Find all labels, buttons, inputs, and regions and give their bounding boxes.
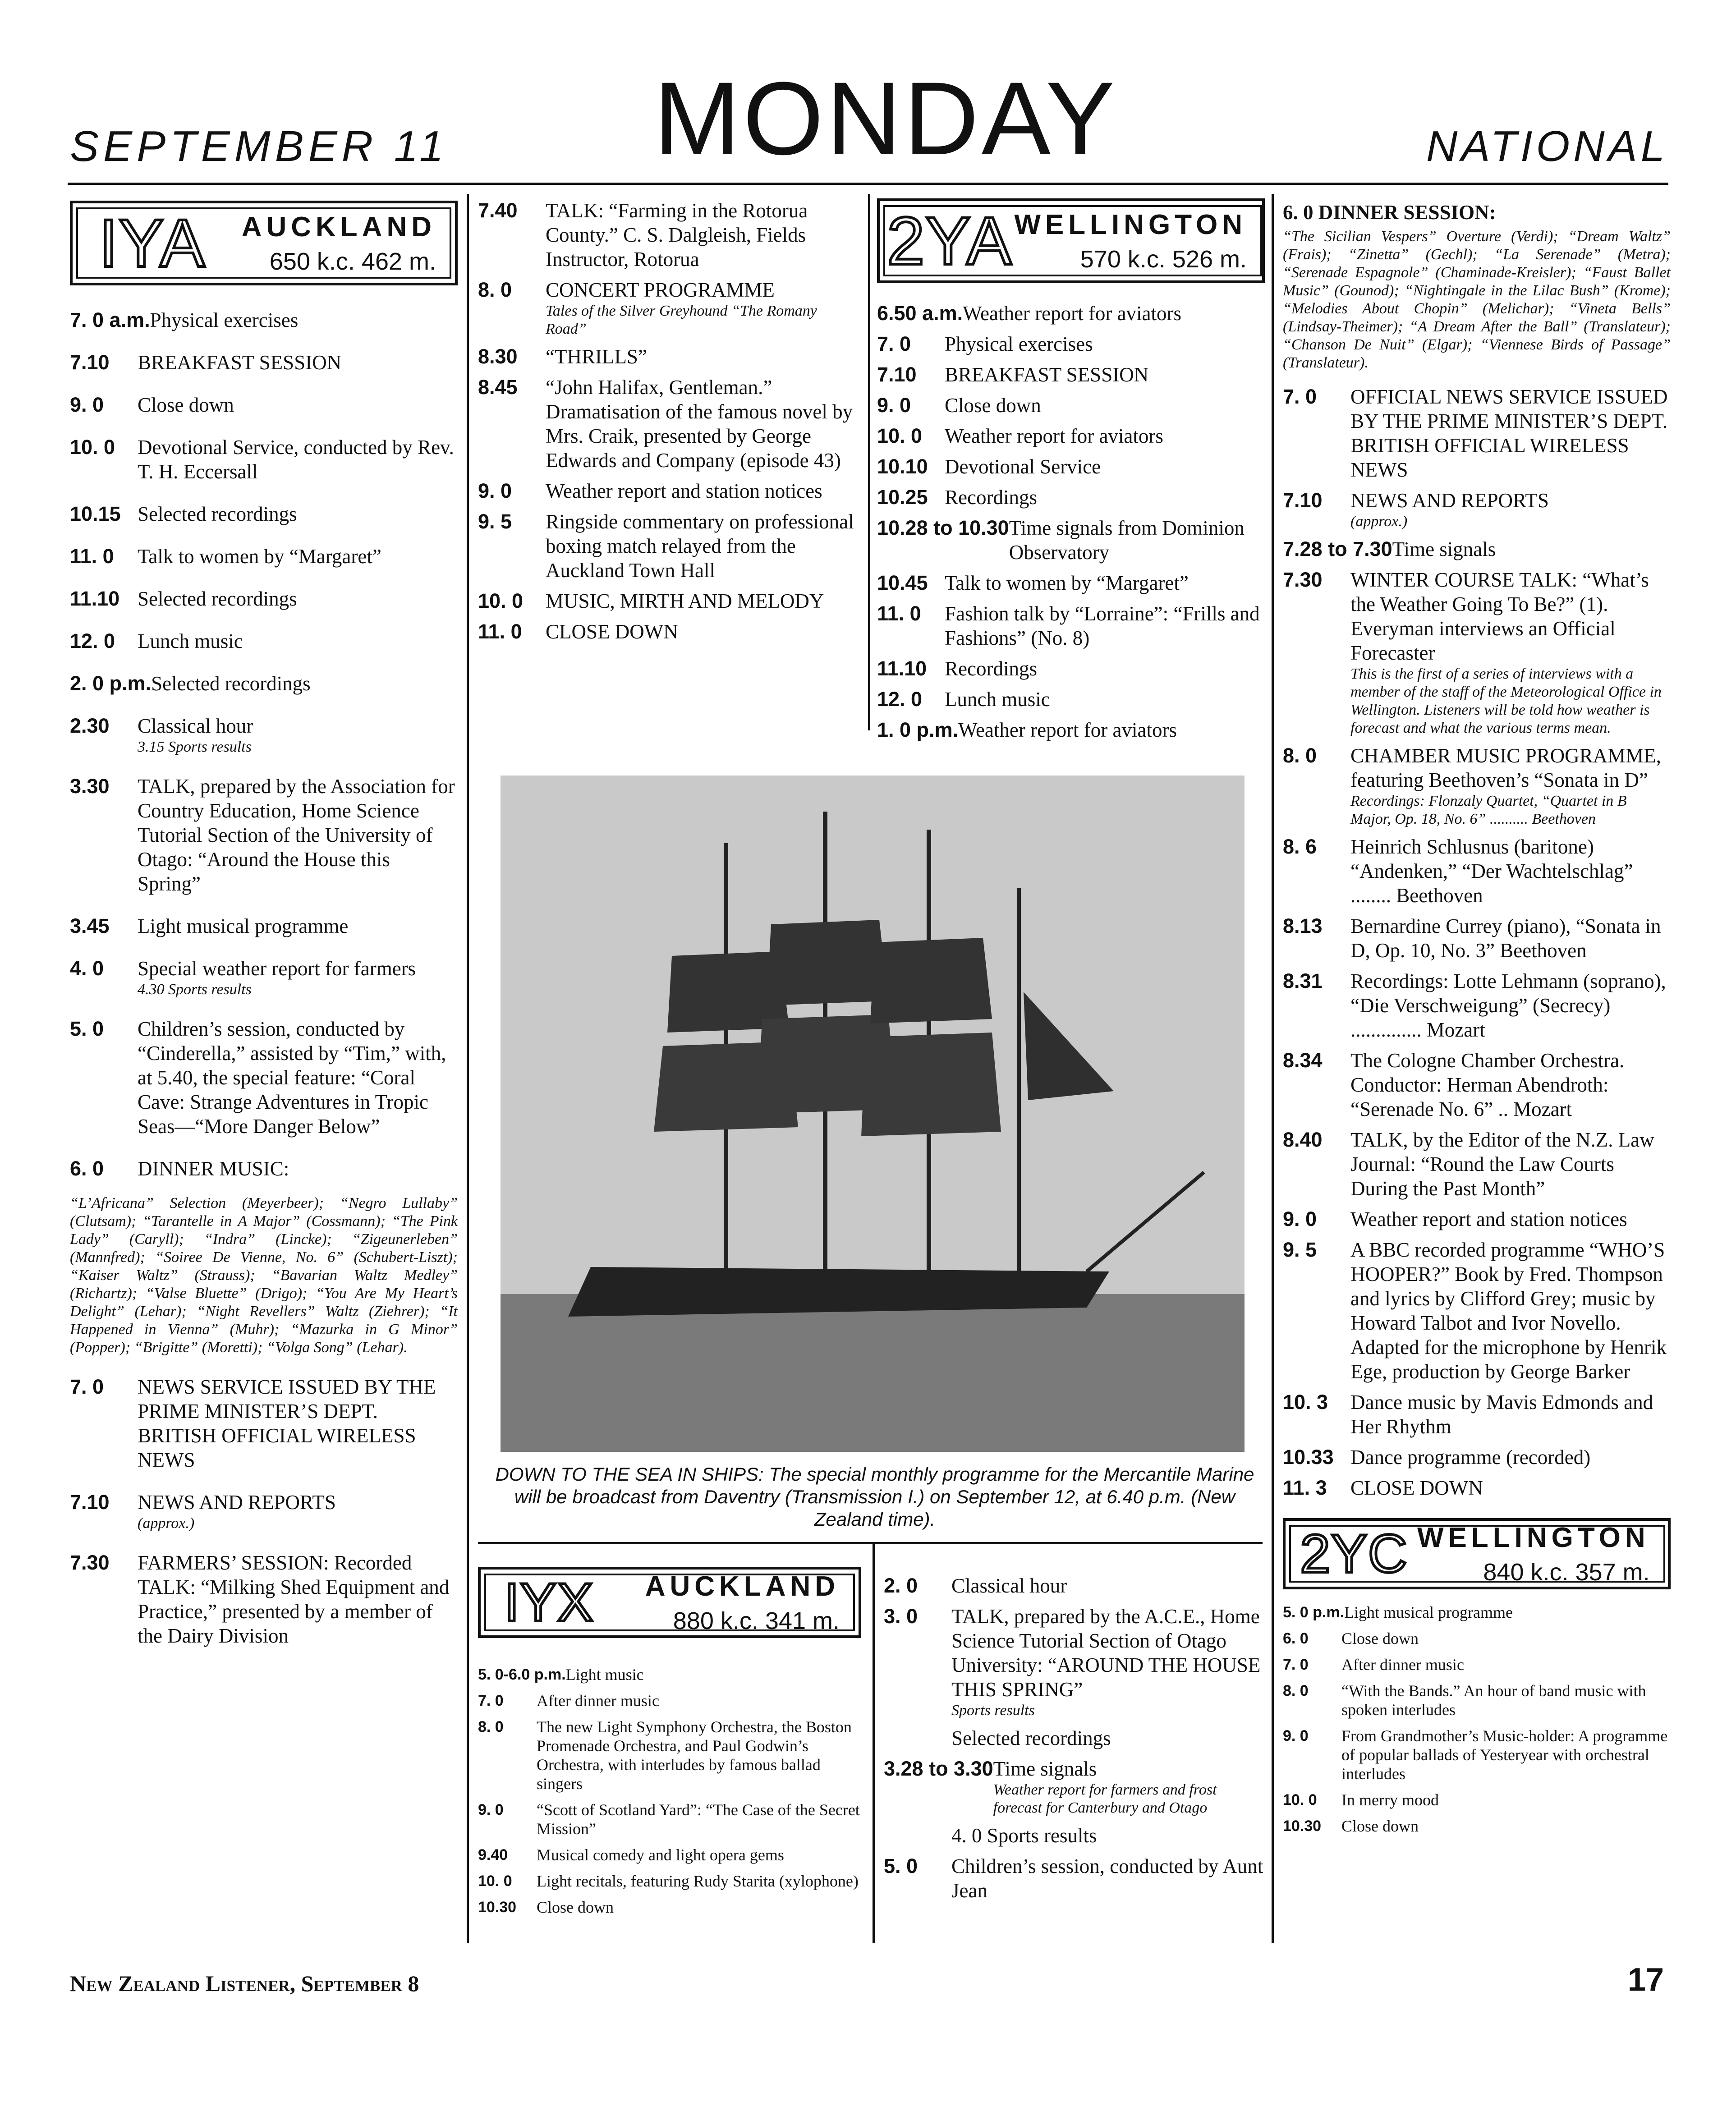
schedule-item bbox=[70, 774, 458, 896]
dinner-music-list: “L’Africana” Selection (Meyerbeer); “Negro Lullaby” (Clutsam); “Tarantelle in A Major” (Cossmann); “The Pink Lady” (Caryll); “Indra” (Lincke); “Zigeunerleben” (Mannfred); “Soiree De Vienne, No. 6” (Schubert-Liszt); “Kaiser Waltz” (Strauss); “Bavarian Waltz Medley” (Richartz); “Valse Bluette” (Drigo); “You Are My Heart’s Delight” (Lehar); “Night Revellers” Waltz (Ziehrer); “It Happened in Vienna” (Muhr); “Mazurka in G Minor” (Popper); “Brigitte” (Moretti); “Volga Song” (Lehar). bbox=[70, 1195, 458, 1356]
schedule-description: TALK: “Farming in the Rotorua County.” C. S. Dalgleish, Fields Instructor, Rotorua bbox=[546, 199, 808, 271]
schedule-time: 8.40 bbox=[1283, 1128, 1323, 1151]
schedule-description: Children’s session, conducted by Aunt Jean bbox=[951, 1855, 1263, 1902]
schedule-time: 8. 0 bbox=[1283, 1682, 1309, 1699]
schedule-description: Weather report for aviators bbox=[958, 719, 1177, 741]
schedule-time: 10.25 bbox=[877, 486, 928, 509]
schedule-time: 7.40 bbox=[478, 199, 518, 222]
schedule-item bbox=[1283, 1790, 1671, 1809]
schedule-item bbox=[1283, 1476, 1671, 1500]
schedule-time: 3.28 to 3.30 bbox=[884, 1757, 993, 1780]
schedule-item bbox=[877, 718, 1265, 742]
schedule-description: Devotional Service, conducted by Rev. T. H. Eccersall bbox=[138, 436, 454, 483]
schedule-description: A BBC recorded programme “WHO’S HOOPER?” Book by Fred. Thompson and lyrics by Clifford Grey; music by Howard Talbot and Ivor Novello. Adapted for the microphone by Henrik Ege, production by George Barker bbox=[1350, 1239, 1667, 1383]
station-box-2ya bbox=[877, 198, 1265, 283]
schedule-description: Fashion talk by “Lorraine”: “Frills and Fashions” (No. 8) bbox=[945, 602, 1260, 649]
schedule-time: 8.30 bbox=[478, 345, 518, 368]
schedule-note: Tales of the Silver Greyhound “The Romany Road” bbox=[546, 303, 817, 337]
station-callsign: IYX bbox=[504, 1572, 594, 1633]
schedule-description: Light music bbox=[565, 1666, 644, 1684]
schedule-time: 2. 0 bbox=[884, 1574, 918, 1597]
station-callsign: IYA bbox=[99, 205, 206, 281]
column-divider bbox=[1272, 194, 1274, 1943]
schedule-description: Classical hour bbox=[951, 1574, 1067, 1597]
schedule-description: Close down bbox=[537, 1898, 614, 1916]
schedule-time: 10.45 bbox=[877, 571, 928, 594]
schedule-item bbox=[70, 587, 458, 611]
schedule-item bbox=[1283, 1390, 1671, 1439]
schedule-item bbox=[70, 1551, 458, 1648]
station-name: WELLINGTON bbox=[1014, 209, 1247, 240]
schedule-description: Weather report for aviators bbox=[963, 302, 1182, 325]
schedule-time: 1. 0 p.m. bbox=[877, 718, 959, 741]
schedule-description: Weather report for aviators bbox=[945, 425, 1163, 447]
station-frequency: 880 k.c. 341 m. bbox=[673, 1607, 840, 1634]
schedule-description: OFFICIAL NEWS SERVICE ISSUED BY THE PRIME MINISTER’S DEPT. BRITISH OFFICIAL WIRELESS NEWS bbox=[1350, 386, 1668, 481]
schedule-time: 9.40 bbox=[478, 1846, 508, 1863]
schedule-time: 10.33 bbox=[1283, 1446, 1334, 1469]
column-divider bbox=[868, 194, 870, 730]
schedule-item bbox=[70, 1157, 458, 1181]
schedule-item bbox=[70, 1490, 458, 1533]
schedule-time: 7.10 bbox=[1283, 489, 1323, 512]
schedule-time: 7.10 bbox=[70, 351, 110, 374]
schedule-description: Dance programme (recorded) bbox=[1350, 1446, 1591, 1469]
schedule-item bbox=[1283, 385, 1671, 482]
schedule-description: Ringside commentary on professional boxing match relayed from the Auckland Town Hall bbox=[546, 510, 854, 582]
schedule-description: Time signals bbox=[1392, 538, 1496, 560]
schedule-description: NEWS SERVICE ISSUED BY THE PRIME MINISTER’S DEPT. BRITISH OFFICIAL WIRELESS NEWS bbox=[138, 1376, 436, 1471]
schedule-item bbox=[877, 363, 1265, 387]
schedule-item bbox=[1283, 1603, 1671, 1622]
schedule-item bbox=[877, 601, 1265, 650]
schedule-description: Dance music by Mavis Edmonds and Her Rhythm bbox=[1350, 1391, 1653, 1438]
schedule-item bbox=[478, 1665, 861, 1684]
schedule-note: Recordings: Flonzaly Quartet, “Quartet in B Major, Op. 18, No. 6” .......... Beethoven bbox=[1350, 793, 1627, 827]
schedule-time: 9. 0 bbox=[478, 1801, 504, 1818]
schedule-time: 6.50 a.m. bbox=[877, 302, 963, 325]
schedule-time: 6. 0 bbox=[1283, 1630, 1309, 1647]
network-label: NATIONAL bbox=[1426, 122, 1668, 170]
schedule-time: 11.10 bbox=[877, 657, 927, 680]
schedule-item bbox=[478, 1845, 861, 1864]
schedule-time: 10. 0 bbox=[877, 424, 923, 447]
column-divider bbox=[873, 1542, 875, 1943]
schedule-time: 7. 0 a.m. bbox=[70, 308, 150, 331]
schedule-time: 8.13 bbox=[1283, 914, 1323, 937]
schedule-description: “THRILLS” bbox=[546, 345, 647, 368]
schedule-description: Time signals from Dominion Observatory bbox=[1009, 517, 1245, 564]
schedule-time: 11. 0 bbox=[877, 602, 921, 625]
schedule-time: 10.30 bbox=[478, 1899, 517, 1916]
schedule-item bbox=[1283, 488, 1671, 531]
schedule-item bbox=[70, 393, 458, 417]
schedule-item bbox=[1283, 1629, 1671, 1648]
schedule-description: TALK, prepared by the A.C.E., Home Science Tutorial Section of Otago University: “AROUND THE HOUSE THIS SPRING” bbox=[951, 1605, 1261, 1701]
schedule-description: “With the Bands.” An hour of band music with spoken interludes bbox=[1341, 1682, 1646, 1719]
schedule-time: 7.28 to 7.30 bbox=[1283, 537, 1392, 560]
schedule-item bbox=[70, 435, 458, 484]
schedule-item bbox=[70, 308, 458, 332]
schedule-item bbox=[478, 375, 861, 473]
schedule-item bbox=[70, 671, 458, 696]
schedule-time: 4. 0 bbox=[70, 957, 104, 980]
schedule-description: After dinner music bbox=[1341, 1656, 1464, 1674]
schedule-note: This is the first of a series of interviews with a member of the staff of the Meteorological Office in Wellington. Listeners will be told how weather is forecast and what the various terms mean. bbox=[1350, 665, 1662, 736]
schedule-time: 10.30 bbox=[1283, 1817, 1322, 1835]
schedule-description: In merry mood bbox=[1341, 1791, 1439, 1809]
schedule-description: Lunch music bbox=[138, 630, 243, 652]
schedule-time: 11. 3 bbox=[1283, 1476, 1327, 1499]
schedule-item bbox=[884, 1757, 1267, 1817]
schedule-description: TALK, prepared by the Association for Country Education, Home Science Tutorial Section of the University of Otago: “Around the House this Spring” bbox=[138, 775, 455, 895]
schedule-description: Recordings: Lotte Lehmann (soprano), “Die Verschweigung” (Secrecy) .............. Mozart bbox=[1350, 970, 1666, 1041]
schedule-description: TALK, by the Editor of the N.Z. Law Journal: “Round the Law Courts During the Past Month” bbox=[1350, 1129, 1654, 1200]
schedule-description: Physical exercises bbox=[945, 333, 1093, 355]
schedule-item bbox=[877, 424, 1265, 448]
schedule-item bbox=[70, 714, 458, 756]
schedule-description: Light musical programme bbox=[138, 915, 349, 937]
schedule-description: Bernardine Currey (piano), “Sonata in D, Op. 10, No. 3” Beethoven bbox=[1350, 915, 1661, 962]
schedule-description: Selected recordings bbox=[151, 672, 311, 695]
schedule-description: CLOSE DOWN bbox=[546, 620, 678, 643]
schedule-time: 7. 0 bbox=[478, 1692, 504, 1709]
schedule-time: 9. 0 bbox=[70, 393, 104, 416]
schedule-description: Recordings bbox=[945, 657, 1037, 680]
schedule-description: The new Light Symphony Orchestra, the Boston Promenade Orchestra, and Paul Godwin’s Orchestra, with interludes by famous ballad singers bbox=[537, 1718, 852, 1793]
schedule-time: 7.10 bbox=[877, 363, 917, 386]
schedule-item bbox=[478, 278, 861, 338]
schedule-time: 8.31 bbox=[1283, 969, 1323, 992]
schedule-description: Selected recordings bbox=[138, 587, 297, 610]
schedule-description: Talk to women by “Margaret” bbox=[945, 572, 1189, 594]
footer-publication: New Zealand Listener, September 8 bbox=[70, 1971, 419, 1996]
schedule-item bbox=[1283, 969, 1671, 1042]
schedule-description: BREAKFAST SESSION bbox=[138, 351, 342, 374]
wya-column bbox=[877, 198, 1265, 748]
schedule-item bbox=[1283, 1207, 1671, 1231]
schedule-item bbox=[1283, 1445, 1671, 1469]
schedule-item bbox=[70, 502, 458, 526]
schedule-description: After dinner music bbox=[537, 1692, 659, 1710]
schedule-description: Weather report and station notices bbox=[1350, 1208, 1627, 1230]
schedule-note: Weather report for farmers and frost forecast for Canterbury and Otago bbox=[993, 1781, 1217, 1816]
schedule-time: 10.28 to 10.30 bbox=[877, 516, 1009, 539]
schedule-description: Heinrich Schlusnus (baritone) “Andenken,” “Der Wachtelschlag” ........ Beethoven bbox=[1350, 835, 1633, 907]
schedule-time: 9. 0 bbox=[478, 479, 512, 502]
schedule-item bbox=[70, 350, 458, 375]
schedule-note: (approx.) bbox=[1350, 513, 1408, 530]
photo-caption: DOWN TO THE SEA IN SHIPS: The special monthly programme for the Mercantile Marine will be broadcast from Daventry (Transmission I.) on September 12, at 6.40 p.m. (New Zealand time). bbox=[495, 1464, 1254, 1530]
wya-continued-column bbox=[884, 1574, 1267, 1909]
station-name: AUCKLAND bbox=[241, 211, 436, 243]
schedule-description: Time signals bbox=[993, 1758, 1097, 1780]
schedule-item bbox=[70, 1375, 458, 1472]
column-divider bbox=[467, 194, 469, 1943]
schedule-description: Close down bbox=[1341, 1817, 1419, 1835]
schedule-item bbox=[1283, 1817, 1671, 1836]
schedule-list bbox=[478, 198, 861, 644]
schedule-time: 3. 0 bbox=[884, 1605, 918, 1628]
schedule-item bbox=[884, 1574, 1267, 1598]
header-rule bbox=[68, 183, 1668, 185]
station-box-2yc bbox=[1283, 1518, 1671, 1589]
schedule-description: Children’s session, conducted by “Cinderella,” assisted by “Tim,” with, at 5.40, the special feature: “Coral Cave: Strange Adventures in Tropic Seas—“More Danger Below” bbox=[138, 1018, 446, 1138]
schedule-description: CHAMBER MUSIC PROGRAMME, featuring Beethoven’s “Sonata in D” bbox=[1350, 744, 1661, 791]
schedule-item bbox=[877, 516, 1265, 565]
schedule-time: 11.10 bbox=[70, 587, 120, 610]
schedule-description: NEWS AND REPORTS bbox=[138, 1491, 336, 1514]
schedule-time: 8. 0 bbox=[478, 278, 512, 301]
schedule-time: 9. 0 bbox=[1283, 1727, 1309, 1744]
schedule-item bbox=[478, 1717, 861, 1793]
schedule-time: 10.15 bbox=[70, 502, 121, 525]
page-day-title: MONDAY bbox=[654, 60, 1118, 176]
schedule-time: 11. 0 bbox=[70, 545, 114, 568]
schedule-time: 7.30 bbox=[70, 1551, 110, 1574]
schedule-description: Devotional Service bbox=[945, 455, 1101, 478]
schedule-time: 10. 0 bbox=[478, 1873, 512, 1890]
schedule-time: 10. 0 bbox=[1283, 1791, 1317, 1808]
schedule-item bbox=[1283, 1238, 1671, 1384]
schedule-time: 11. 0 bbox=[478, 620, 522, 643]
sailing-ship-photo bbox=[501, 776, 1245, 1452]
schedule-description: Close down bbox=[1341, 1629, 1419, 1648]
schedule-description: “John Halifax, Gentleman.” Dramatisation of the famous novel by Mrs. Craik, presented by George Edwards and Company (episode 43) bbox=[546, 376, 853, 472]
schedule-time: 6. 0 bbox=[70, 1157, 104, 1180]
schedule-time: 7.30 bbox=[1283, 568, 1323, 591]
schedule-item bbox=[70, 544, 458, 569]
schedule-item bbox=[877, 656, 1265, 681]
schedule-description: WINTER COURSE TALK: “What’s the Weather Going To Be?” (1). Everyman interviews an Official Forecaster bbox=[1350, 569, 1649, 664]
schedule-item bbox=[70, 629, 458, 653]
iya-continued-column bbox=[478, 198, 861, 650]
schedule-time: 10. 0 bbox=[70, 436, 115, 459]
schedule-description: The Cologne Chamber Orchestra. Conductor: Herman Abendroth: “Serenade No. 6” .. Mozart bbox=[1350, 1049, 1625, 1120]
schedule-item bbox=[478, 620, 861, 644]
schedule-description: FARMERS’ SESSION: Recorded TALK: “Milking Shed Equipment and Practice,” presented by a member of the Dairy Division bbox=[138, 1551, 450, 1647]
schedule-description: Musical comedy and light opera gems bbox=[537, 1846, 784, 1864]
schedule-item bbox=[877, 687, 1265, 711]
schedule-description: Classical hour bbox=[138, 715, 253, 737]
schedule-description: From Grandmother’s Music-holder: A programme of popular ballads of Yesteryear with orchestral interludes bbox=[1341, 1727, 1668, 1783]
schedule-item bbox=[478, 344, 861, 369]
schedule-item bbox=[478, 509, 861, 583]
schedule-time: 7. 0 bbox=[1283, 385, 1317, 408]
schedule-time: 7. 0 bbox=[1283, 1656, 1309, 1673]
dinner-session-title: 6. 0 DINNER SESSION: bbox=[1283, 201, 1496, 224]
schedule-time: 5. 0 p.m. bbox=[1283, 1604, 1345, 1621]
schedule-item bbox=[1283, 1655, 1671, 1674]
station-callsign: 2YA bbox=[887, 203, 1013, 279]
schedule-time: 10. 0 bbox=[478, 589, 524, 612]
schedule-description: Lunch music bbox=[945, 688, 1050, 711]
schedule-item bbox=[877, 332, 1265, 356]
station-box-iyx bbox=[478, 1567, 861, 1638]
schedule-item bbox=[1283, 835, 1671, 908]
station-name: WELLINGTON bbox=[1417, 1522, 1650, 1553]
schedule-description: CLOSE DOWN bbox=[1350, 1477, 1483, 1499]
schedule-item bbox=[877, 571, 1265, 595]
schedule-time: 12. 0 bbox=[877, 688, 923, 711]
schedule-item bbox=[70, 1017, 458, 1138]
schedule-time: 2.30 bbox=[70, 714, 110, 737]
schedule-time: 9. 5 bbox=[478, 510, 512, 533]
schedule-time: 10.10 bbox=[877, 455, 928, 478]
schedule-item bbox=[884, 1726, 1267, 1750]
schedule-description: CONCERT PROGRAMME bbox=[546, 279, 775, 301]
schedule-description: Physical exercises bbox=[150, 309, 299, 331]
schedule-description: Weather report and station notices bbox=[546, 480, 822, 502]
schedule-item bbox=[478, 589, 861, 613]
schedule-description: MUSIC, MIRTH AND MELODY bbox=[546, 590, 824, 612]
schedule-list bbox=[1283, 1603, 1671, 1836]
schedule-time: 8. 0 bbox=[1283, 744, 1317, 767]
page-date: SEPTEMBER 11 bbox=[70, 122, 448, 170]
station-frequency: 570 k.c. 526 m. bbox=[1080, 245, 1247, 273]
schedule-time: 7. 0 bbox=[877, 332, 911, 355]
schedule-item bbox=[478, 1691, 861, 1710]
schedule-list bbox=[70, 1375, 458, 1648]
schedule-time bbox=[884, 1726, 951, 1750]
schedule-item bbox=[478, 479, 861, 503]
schedule-time bbox=[884, 1823, 951, 1848]
schedule-time: 2. 0 p.m. bbox=[70, 672, 152, 695]
dinner-session-list: “The Sicilian Vespers” Overture (Verdi); “Dream Waltz” (Frais); “Zinetta” (Gechl); “La Serenade” (Metra); “Serenade Espagnole” (Chaminade-Kreisler); “Faust Ballet Music” (Gounod); “Nightingale in the Lilac Bush” (Krome); “Melodies About Chopin” (Melichar); “Vineta Bells” (Lindsay-Theimer); “A Dream After the Ball” (Translateur); “Chanson De Nuit” (Elgar); “Viennese Birds of Passage” (Translateur). bbox=[1283, 228, 1671, 371]
schedule-list bbox=[70, 308, 458, 1181]
schedule-list bbox=[1283, 385, 1671, 1500]
schedule-note: 3.15 Sports results bbox=[138, 739, 252, 755]
schedule-item bbox=[70, 956, 458, 999]
schedule-item bbox=[877, 454, 1265, 479]
schedule-item bbox=[884, 1604, 1267, 1720]
schedule-description: Close down bbox=[138, 394, 234, 416]
schedule-list bbox=[877, 301, 1265, 742]
schedule-time: 8.34 bbox=[1283, 1049, 1323, 1072]
schedule-time: 9. 0 bbox=[877, 394, 911, 417]
schedule-time: 9. 0 bbox=[1283, 1207, 1317, 1230]
schedule-item bbox=[1283, 568, 1671, 737]
schedule-time: 10. 3 bbox=[1283, 1391, 1328, 1414]
schedule-time: 9. 5 bbox=[1283, 1238, 1317, 1261]
schedule-item bbox=[70, 914, 458, 938]
schedule-item bbox=[1283, 914, 1671, 963]
schedule-list bbox=[478, 1665, 861, 1917]
schedule-note: 4.30 Sports results bbox=[138, 981, 252, 998]
schedule-description: 4. 0 Sports results bbox=[951, 1824, 1097, 1847]
schedule-description: Close down bbox=[945, 394, 1041, 417]
iya-column bbox=[70, 201, 458, 1666]
schedule-time: 7. 0 bbox=[70, 1375, 104, 1398]
schedule-item bbox=[478, 1898, 861, 1917]
station-box-iya bbox=[70, 201, 458, 285]
schedule-item bbox=[478, 1872, 861, 1891]
schedule-description: Special weather report for farmers bbox=[138, 957, 416, 980]
iyx-column bbox=[478, 1567, 861, 1924]
schedule-note: (approx.) bbox=[138, 1515, 195, 1532]
schedule-item bbox=[1283, 537, 1671, 561]
schedule-item bbox=[884, 1823, 1267, 1848]
schedule-item bbox=[1283, 1128, 1671, 1201]
schedule-item bbox=[1283, 744, 1671, 828]
schedule-description: DINNER MUSIC: bbox=[138, 1157, 289, 1180]
schedule-item bbox=[884, 1854, 1267, 1903]
schedule-description: Selected recordings bbox=[951, 1727, 1111, 1749]
schedule-time: 5. 0-6.0 p.m. bbox=[478, 1666, 566, 1683]
schedule-time: 5. 0 bbox=[70, 1017, 104, 1040]
schedule-time: 3.30 bbox=[70, 775, 110, 798]
ship-illustration bbox=[501, 776, 1245, 1452]
schedule-time: 8.45 bbox=[478, 376, 518, 399]
page-number: 17 bbox=[1627, 1962, 1664, 1998]
wya-evening-column bbox=[1283, 201, 1671, 1843]
schedule-description: Recordings bbox=[945, 486, 1037, 509]
schedule-item bbox=[877, 485, 1265, 509]
schedule-item bbox=[478, 198, 861, 271]
schedule-description: Light musical programme bbox=[1344, 1603, 1513, 1621]
schedule-description: Selected recordings bbox=[138, 503, 297, 525]
schedule-item bbox=[478, 1800, 861, 1838]
station-callsign: 2YC bbox=[1300, 1524, 1408, 1584]
schedule-time: 8. 0 bbox=[478, 1718, 504, 1735]
station-name: AUCKLAND bbox=[645, 1570, 840, 1602]
section-rule bbox=[478, 1542, 1263, 1544]
schedule-description: Talk to women by “Margaret” bbox=[138, 545, 381, 568]
schedule-item bbox=[877, 301, 1265, 326]
schedule-description: NEWS AND REPORTS bbox=[1350, 489, 1549, 512]
station-frequency: 650 k.c. 462 m. bbox=[269, 248, 436, 275]
schedule-time: 7.10 bbox=[70, 1491, 110, 1514]
schedule-item bbox=[877, 393, 1265, 418]
schedule-item bbox=[1283, 1726, 1671, 1783]
schedule-description: BREAKFAST SESSION bbox=[945, 363, 1149, 386]
schedule-list bbox=[884, 1574, 1267, 1903]
schedule-time: 8. 6 bbox=[1283, 835, 1317, 858]
schedule-note: Sports results bbox=[951, 1702, 1035, 1719]
schedule-item bbox=[1283, 1681, 1671, 1719]
schedule-time: 3.45 bbox=[70, 914, 110, 937]
station-frequency: 840 k.c. 357 m. bbox=[1483, 1558, 1650, 1586]
schedule-item bbox=[1283, 1048, 1671, 1121]
schedule-description: Light recitals, featuring Rudy Starita (xylophone) bbox=[537, 1872, 859, 1890]
schedule-description: “Scott of Scotland Yard”: “The Case of the Secret Mission” bbox=[537, 1801, 860, 1838]
schedule-time: 12. 0 bbox=[70, 629, 115, 652]
schedule-time: 5. 0 bbox=[884, 1854, 918, 1877]
